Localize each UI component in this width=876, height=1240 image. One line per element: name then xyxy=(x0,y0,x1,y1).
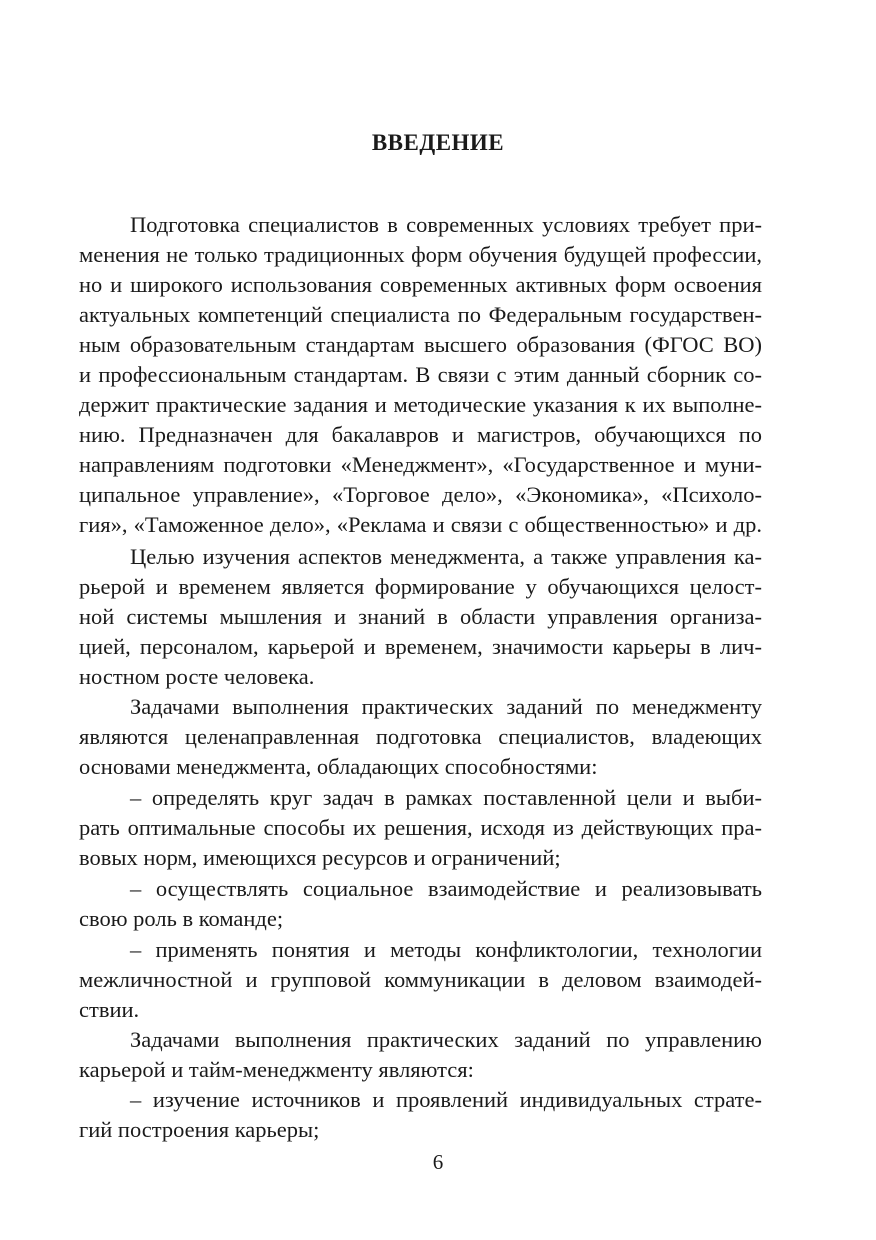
text-line: держит практические задания и методические указания к их выполне- xyxy=(79,392,762,417)
list-item-line: – применять понятия и методы конфликтологии, технологии xyxy=(130,937,762,962)
page-title: ВВЕДЕНИЕ xyxy=(371,130,505,155)
list-item-line: – осуществлять социальное взаимодействие и реализовывать xyxy=(130,876,762,901)
list-item-line: гий построения карьеры; xyxy=(79,1117,320,1142)
text-line: гия», «Таможенное дело», «Реклама и связи с общественностью» и др. xyxy=(79,512,762,537)
page-number: 6 xyxy=(432,1150,444,1174)
text-line: ципальное управление», «Торговое дело», «Экономика», «Психоло- xyxy=(79,482,762,507)
text-line: и профессиональным стандартам. В связи с этим данный сборник со- xyxy=(79,362,762,387)
list-item-line: – изучение источников и проявлений индивидуальных страте- xyxy=(130,1087,762,1112)
text-line: рьерой и временем является формирование у обучающихся целост- xyxy=(79,574,762,599)
text-line: ной системы мышления и знаний в области управления организа- xyxy=(79,604,762,629)
text-line: ным образовательным стандартам высшего образования (ФГОС ВО) xyxy=(79,332,762,357)
text-line: ностном росте человека. xyxy=(79,664,315,689)
list-item-line: межличностной и групповой коммуникации в деловом взаимодей- xyxy=(79,967,762,992)
list-item-line: свою роль в команде; xyxy=(79,906,284,931)
text-line: основами менеджмента, обладающих способностями: xyxy=(79,754,598,779)
text-line: Подготовка специалистов в современных условиях требует при- xyxy=(130,212,762,237)
text-line: но и широкого использования современных активных форм освоения xyxy=(79,272,762,297)
text-line: менения не только традиционных форм обучения будущей профессии, xyxy=(79,242,762,267)
list-item-line: вовых норм, имеющихся ресурсов и ограничений; xyxy=(79,845,561,870)
text-line: Задачами выполнения практических заданий по менеджменту xyxy=(130,694,762,719)
list-item-line: – определять круг задач в рамках поставленной цели и выби- xyxy=(130,785,762,810)
text-line: актуальных компетенций специалиста по Федеральным государствен- xyxy=(79,302,762,327)
text-line: карьерой и тайм-менеджменту являются: xyxy=(79,1057,474,1082)
text-line: нию. Предназначен для бакалавров и магистров, обучающихся по xyxy=(79,422,762,447)
text-line: Задачами выполнения практических заданий по управлению xyxy=(130,1027,762,1052)
list-item-line: рать оптимальные способы их решения, исходя из действующих пра- xyxy=(79,815,762,840)
list-item-line: ствии. xyxy=(79,997,140,1022)
text-line: цией, персоналом, карьерой и временем, значимости карьеры в лич- xyxy=(79,634,762,659)
text-line: являются целенаправленная подготовка специалистов, владеющих xyxy=(79,724,762,749)
text-line: Целью изучения аспектов менеджмента, а также управления ка- xyxy=(130,544,762,569)
text-line: направлениям подготовки «Менеджмент», «Государственное и муни- xyxy=(79,452,762,477)
